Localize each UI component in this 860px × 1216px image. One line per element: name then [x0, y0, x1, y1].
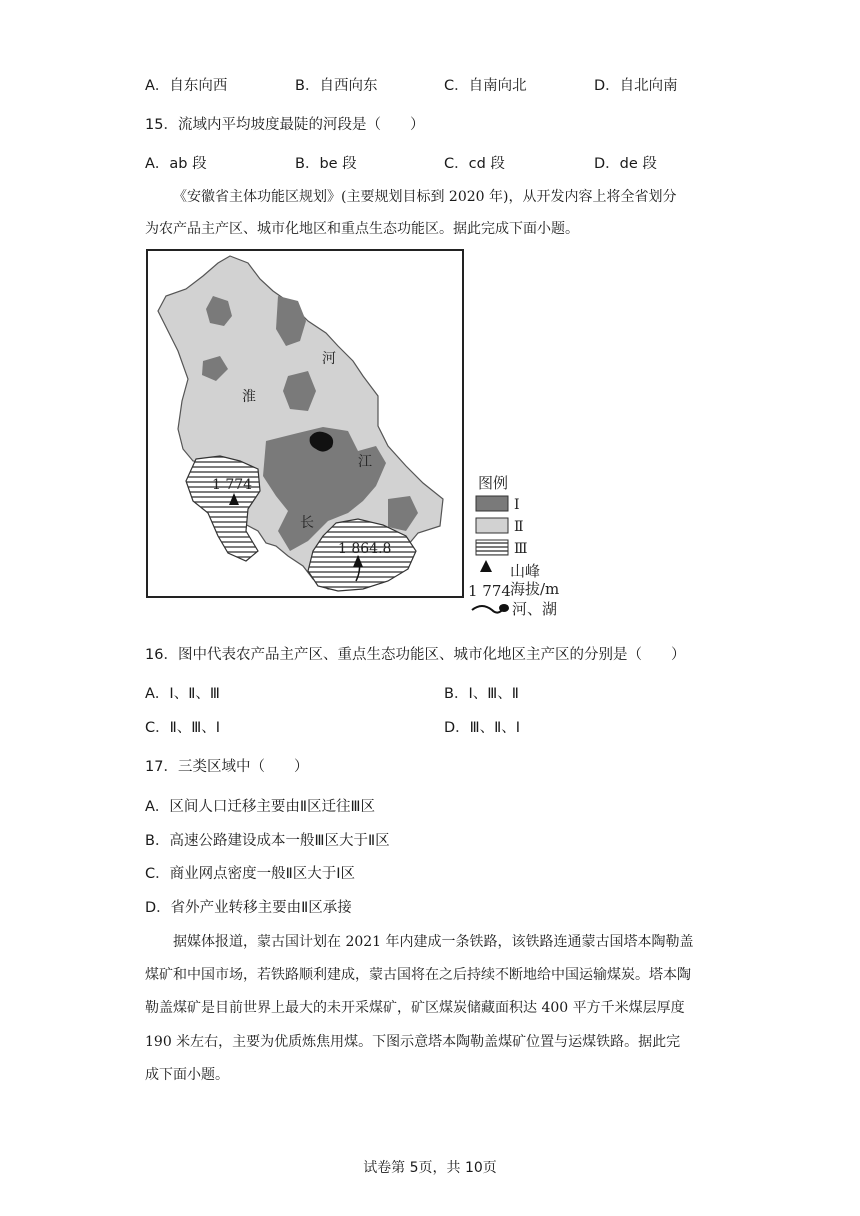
- intro2-line-5: 成下面小题。: [145, 1067, 229, 1083]
- q16-option-b: B．Ⅰ、Ⅲ、Ⅱ: [444, 686, 519, 702]
- q16-option-c: C．Ⅱ、Ⅲ、Ⅰ: [145, 720, 221, 736]
- q15-stem: 15．流域内平均坡度最陡的河段是（ ）: [145, 117, 425, 133]
- legend-zone-i-swatch: [476, 496, 508, 511]
- map-label-chang: 长: [300, 515, 314, 531]
- legend-title: 图例: [478, 474, 509, 492]
- legend-zone-i-label: Ⅰ: [514, 497, 520, 513]
- legend-elev-label: 海拔/m: [510, 580, 560, 598]
- intro2-line-1: 据媒体报道，蒙古国计划在 2021 年内建成一条铁路，该铁路连通蒙古国塔本陶勒盖: [173, 934, 694, 950]
- q17-option-d: D．省外产业转移主要由Ⅱ区承接: [145, 900, 352, 916]
- intro1-line-2: 为农产品主产区、城市化地区和重点生态功能区。据此完成下面小题。: [145, 221, 579, 237]
- legend-lake-icon: [499, 604, 509, 612]
- q14-option-c: C．自南向北: [444, 78, 527, 94]
- q15-option-b: B．be 段: [295, 156, 357, 172]
- q14-option-b: B．自西向东: [295, 78, 378, 94]
- map-label-he: 河: [322, 351, 336, 367]
- intro2-line-2: 煤矿和中国市场，若铁路顺利建成，蒙古国将在之后持续不断地给中国运输煤炭。塔本陶: [145, 967, 691, 983]
- legend-peak-icon: [480, 560, 492, 572]
- intro2-line-3: 勒盖煤矿是目前世界上最大的未开采煤矿，矿区煤炭储藏面积达 400 平方千米煤层厚度: [145, 1000, 685, 1016]
- q14-option-a: A．自东向西: [145, 78, 228, 94]
- q14-option-d: D．自北向南: [594, 78, 678, 94]
- map-svg: [148, 251, 462, 596]
- q16-option-a: A．Ⅰ、Ⅱ、Ⅲ: [145, 686, 220, 702]
- anhui-zone-map: [146, 249, 464, 598]
- legend-zone-ii-label: Ⅱ: [514, 519, 524, 535]
- map-peak-1864-label: 1 864.8: [338, 541, 392, 557]
- q16-option-d: D．Ⅲ、Ⅱ、Ⅰ: [444, 720, 521, 736]
- map-label-jiang: 江: [358, 454, 372, 470]
- map-label-huai: 淮: [242, 389, 256, 405]
- legend-zone-iii-label: Ⅲ: [514, 541, 528, 557]
- q17-stem: 17．三类区域中（ ）: [145, 759, 309, 775]
- q17-option-c: C．商业网点密度一般Ⅱ区大于Ⅰ区: [145, 866, 356, 882]
- zone-iii-west-dabie: [186, 456, 260, 561]
- map-peak-1774-label: 1 774: [212, 477, 253, 493]
- q15-option-c: C．cd 段: [444, 156, 505, 172]
- legend-peak-label: 山峰: [510, 562, 541, 580]
- page-footer: 试卷第 5页，共 10页: [363, 1160, 497, 1176]
- q16-stem: 16．图中代表农产品主产区、重点生态功能区、城市化地区主产区的分别是（ ）: [145, 647, 686, 663]
- map-legend: [464, 470, 604, 620]
- intro1-line-1: 《安徽省主体功能区规划》(主要规划目标到 2020 年)，从开发内容上将全省划分: [173, 189, 677, 205]
- legend-river-label: 河、湖: [512, 600, 558, 618]
- q15-option-d: D．de 段: [594, 156, 657, 172]
- q15-option-a: A．ab 段: [145, 156, 207, 172]
- legend-zone-ii-swatch: [476, 518, 508, 533]
- intro2-line-4: 190 米左右，主要为优质炼焦用煤。下图示意塔本陶勒盖煤矿位置与运煤铁路。据此完: [145, 1034, 681, 1050]
- legend-sample-elev: 1 774: [468, 582, 511, 600]
- q17-option-b: B．高速公路建设成本一般Ⅲ区大于Ⅱ区: [145, 833, 390, 849]
- q17-option-a: A．区间人口迁移主要由Ⅱ区迁往Ⅲ区: [145, 799, 376, 815]
- legend-zone-iii-swatch: [476, 540, 508, 555]
